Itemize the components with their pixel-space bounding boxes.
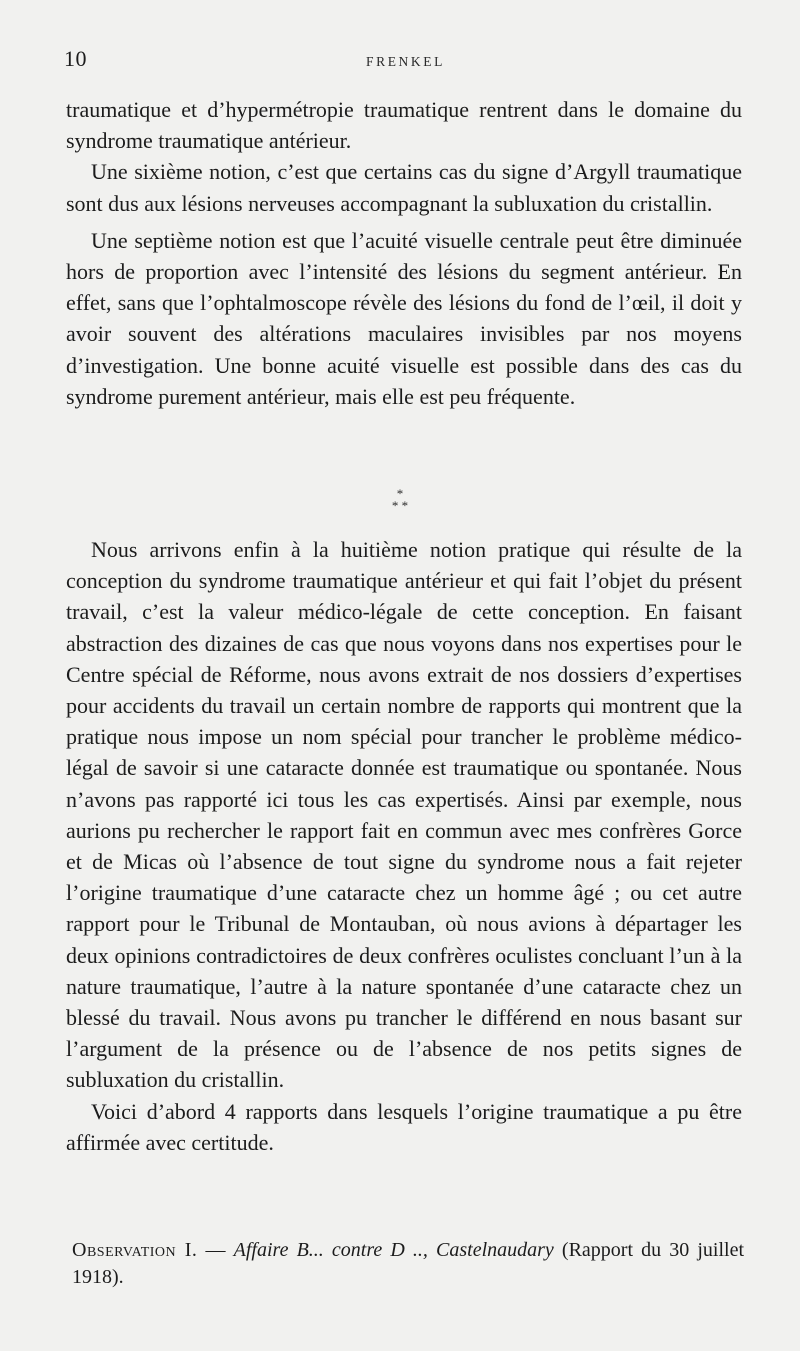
body-text-section-1 — [66, 94, 742, 412]
paragraph-seventh-notion: Une septième notion est que l’acuité visuelle centrale peut être diminuée hors de proportion avec l’intensité des lésions du segment antérieur. En effet, sans que l’ophtalmoscope révèle des lésions du fond de l’œil, il doit y avoir souvent des altérations maculaires invisibles par nos moyens d’investigation. Une bonne acuité visuelle est possible dans des cas du syndrome purement antérieur, mais elle est peu fréquente. — [66, 227, 742, 409]
page-number: 10 — [64, 46, 87, 71]
paragraph-sixth-notion: Une sixième notion, c’est que certains cas du signe d’Argyll traumatique sont dus aux lésions nerveuses accompagnant la subluxation du cristallin. — [66, 159, 742, 216]
paragraph-eighth-notion: Nous arrivons enfin à la huitième notion pratique qui résulte de la conception du syndrome traumatique antérieur et qui fait l’objet du présent travail, c’est la valeur médico-légale de cette conception. En faisant abstraction des dizaines de cas que nous voyons dans nos expertises pour le Centre spécial de Réforme, nous avons extrait de nos dossiers d’expertises pour accidents du travail un certain nombre de rapports qui montrent que la pratique nous impose un nom spécial pour trancher le problème médico-légal de savoir si une cataracte donnée est traumatique ou spontanée. Nous n’avons pas rapporté ici tous les cas expertisés. Ainsi par exemple, nous aurions pu rechercher le rapport fait en commun avec mes confrères Gorce et de Micas où l’absence de tout signe du syndrome nous a fait rejeter l’origine traumatique d’une cataracte chez un homme âgé ; ou cet autre rapport pour le Tribunal de Montauban, où nous avions à départager les deux opinions contradictoires de deux confrères oculistes concluant l’un à la nature traumatique, l’autre à la nature spontanée d’une cataracte chez un blessé du travail. Nous avons pu trancher le différend en nous basant sur l’argument de la présence ou de l’absence de nos petits signes de subluxation du cristallin. — [66, 537, 742, 1093]
body-text-section-2 — [66, 534, 742, 1158]
observation-heading — [72, 1237, 744, 1291]
observation-label: Observation I. — [72, 1239, 198, 1261]
running-head: FRENKEL — [366, 54, 445, 69]
asterism-top: * — [396, 486, 404, 501]
paragraph-reports-intro: Voici d’abord 4 rapports dans lesquels l’origine traumatique a pu être affirmée avec certitude. — [66, 1098, 742, 1155]
asterism-separator — [0, 488, 800, 512]
observation-case-title: Affaire B... contre D .., Castelnaudary — [233, 1239, 554, 1261]
observation-dash: — — [197, 1239, 234, 1261]
asterism-bottom: * * — [391, 498, 409, 513]
observation-report-date: (Rapport du 30 juillet 1918). — [72, 1239, 745, 1288]
paragraph-continuation: traumatique et d’hypermétropie traumatique rentrent dans le domaine du syndrome traumatique antérieur. — [66, 97, 742, 154]
